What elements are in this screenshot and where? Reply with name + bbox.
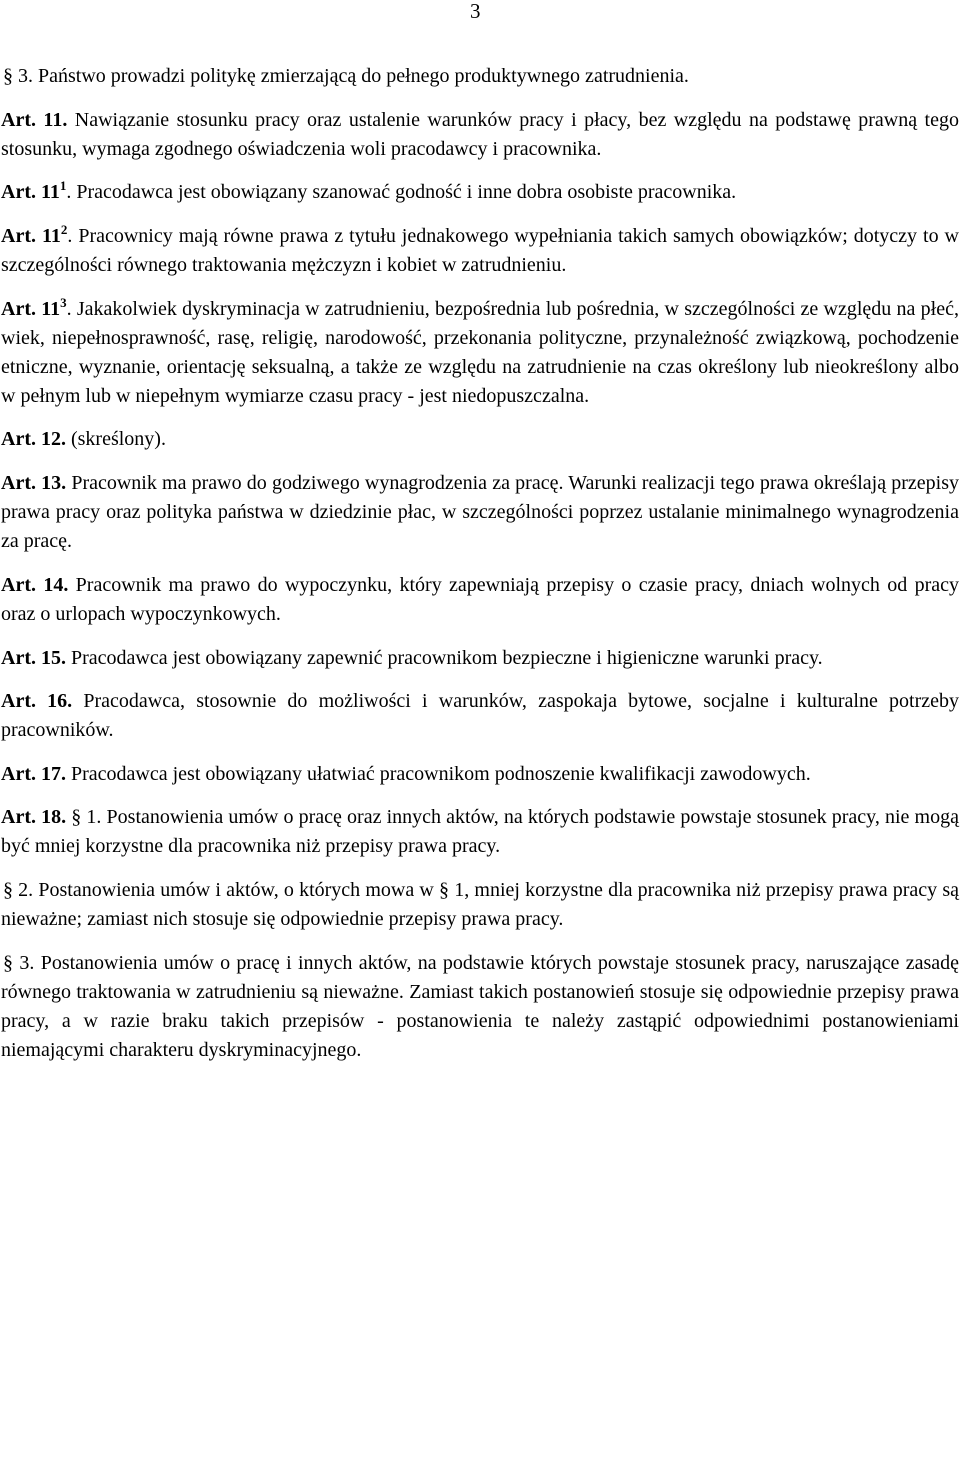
article-label: Art. 13.	[1, 472, 67, 495]
article-label: Art. 11	[1, 181, 60, 204]
article-11-2	[1, 222, 959, 280]
article-label: Art. 14.	[1, 573, 69, 596]
article-14	[1, 571, 959, 629]
article-text: Pracownik ma prawo do wypoczynku, który zapewniają przepisy o czasie pracy, dniach wolnych od pracy oraz o urlopach wypoczynkowych.	[1, 573, 960, 625]
article-label: Art. 15.	[1, 646, 66, 669]
article-text: Pracodawca jest obowiązany zapewnić pracownikom bezpieczne i higieniczne warunki pracy.	[65, 646, 823, 669]
article-17	[1, 760, 959, 789]
article-label: Art. 11.	[1, 108, 68, 131]
article-text: (skreślony).	[65, 428, 166, 451]
article-superscript: 3	[60, 294, 67, 310]
article-11-3	[1, 295, 959, 411]
page-number: 3	[470, 0, 481, 23]
section-mark: § 3.	[3, 951, 35, 974]
article-18-par-2	[1, 876, 959, 934]
article-label: Art. 18.	[1, 806, 67, 829]
article-label: Art. 11	[1, 297, 61, 320]
article-superscript: 2	[60, 221, 68, 237]
article-label: Art. 16.	[1, 690, 73, 713]
article-text: § 1. Postanowienia umów o pracę oraz innych aktów, na których podstawie powstaje stosunek pracy, nie mogą być mniej korzystne dla pracownika niż przepisy prawa pracy.	[1, 806, 959, 858]
article-label: Art. 11	[1, 224, 61, 247]
article-16	[1, 687, 959, 745]
article-text: . Jakakolwiek dyskryminacja w zatrudnieniu, bezpośrednia lub pośrednia, w szczególności ze względu na płeć, wiek, niepełnosprawność, rasę, religię, narodowość, przekonania polityczne, przynależność związkową, pochodzenie etniczne, wyznanie, orientację seksualną, a także ze względu na zatrudnienie na czas określony lub nieokreślony albo w pełnym lub w niepełnym wymiarze czasu pracy - jest niedopuszczalna.	[1, 297, 959, 407]
article-text: Pracodawca jest obowiązany ułatwiać pracownikom podnoszenie kwalifikacji zawodowych.	[65, 762, 811, 785]
article-superscript: 1	[59, 178, 67, 194]
paragraph-text: Postanowienia umów i aktów, o których mowa w § 1, mniej korzystne dla pracownika niż przepisy prawa pracy są nieważne; zamiast nich stosuje się odpowiednie przepisy prawa pracy.	[1, 879, 960, 931]
article-15	[1, 644, 959, 673]
article-18-par-3	[1, 949, 959, 1065]
article-text: Pracodawca, stosownie do możliwości i warunków, zaspokaja bytowe, socjalne i kulturalne potrzeby pracowników.	[1, 690, 959, 742]
paragraph-par-3	[1, 62, 959, 91]
article-text: . Pracownicy mają równe prawa z tytułu jednakowego wypełniania takich samych obowiązków; dotyczy to w szczególności równego traktowania mężczyzn i kobiet w zatrudnieniu.	[1, 224, 959, 276]
section-mark: § 3.	[3, 65, 33, 87]
article-12	[1, 425, 959, 454]
paragraph-text: Państwo prowadzi politykę zmierzającą do pełnego produktywnego zatrudnienia.	[33, 65, 689, 87]
article-label: Art. 17.	[1, 762, 66, 785]
section-mark: § 2.	[3, 879, 34, 902]
article-11	[1, 106, 959, 164]
article-13	[1, 469, 959, 556]
article-text: . Pracodawca jest obowiązany szanować godność i inne dobra osobiste pracownika.	[66, 181, 737, 204]
document-body	[1, 62, 959, 1080]
article-18	[1, 803, 959, 861]
paragraph-text: Postanowienia umów o pracę i innych aktów, na podstawie których powstaje stosunek pracy, naruszające zasadę równego traktowania w zatrudnieniu są nieważne. Zamiast takich postanowień stosuje się odpowiednie przepisy prawa pracy, a w razie braku takich przepisów - postanowienia te należy zastąpić odpowiednimi postanowieniami niemającymi charakteru dyskryminacyjnego.	[1, 951, 959, 1062]
article-11-1	[1, 178, 959, 207]
article-label: Art. 12.	[1, 428, 66, 451]
article-text: Nawiązanie stosunku pracy oraz ustalenie warunków pracy i płacy, bez względu na podstawę prawną tego stosunku, wymaga zgodnego oświadczenia woli pracodawcy i pracownika.	[1, 108, 959, 160]
article-text: Pracownik ma prawo do godziwego wynagrodzenia za pracę. Warunki realizacji tego prawa określają przepisy prawa pracy oraz polityka państwa w dziedzinie płac, w szczególności poprzez ustalanie minimalnego wynagrodzenia za pracę.	[1, 472, 959, 553]
